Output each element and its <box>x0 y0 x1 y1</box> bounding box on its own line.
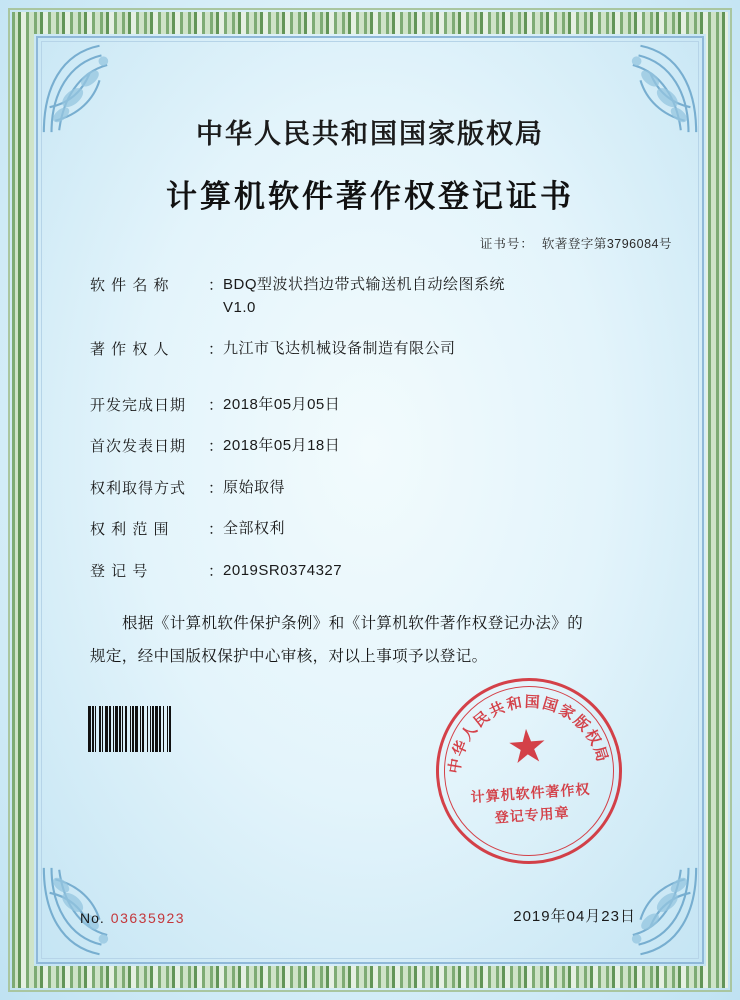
certificate-number-label: 证书号： <box>479 237 534 251</box>
field-value <box>223 274 674 319</box>
field-value: 原始取得 <box>223 478 286 496</box>
certificate-title: 计算机软件著作权登记证书 <box>166 179 574 215</box>
field-colon: ： <box>208 479 224 497</box>
field-colon: ： <box>208 521 224 538</box>
field-row <box>90 477 674 500</box>
field-colon: ： <box>208 438 224 455</box>
field-label: 首次发表日期 <box>90 438 187 455</box>
statement-line-1: 根据《计算机软件保护条例》和《计算机软件著作权登记办法》的 <box>122 615 584 632</box>
field-colon: ： <box>208 341 224 358</box>
field-value: 2018年05月05日 <box>223 395 341 413</box>
barcode <box>88 706 214 752</box>
issuer-title: 中华人民共和国国家版权局 <box>196 119 544 150</box>
field-value: 2019SR0374327 <box>223 561 343 579</box>
field-colon: ： <box>208 396 224 414</box>
seal-text-line1: 计算机软件著作权 <box>470 781 592 807</box>
field-row <box>90 435 674 458</box>
field-value-line2: V1.0 <box>223 298 256 316</box>
certificate-number-value: 软著登字第3796084号 <box>541 237 672 251</box>
field-list <box>56 274 684 582</box>
field-row <box>90 560 674 583</box>
official-seal <box>430 672 629 871</box>
serial-number <box>80 910 185 926</box>
field-label: 软 件 名 称 <box>90 277 170 294</box>
issue-date: 2019年04月23日 <box>513 908 636 925</box>
field-colon: ： <box>208 562 224 580</box>
seal-text-line2: 登记专用章 <box>494 805 571 827</box>
serial-number-label: No. <box>80 910 105 926</box>
field-row <box>90 394 674 417</box>
field-row <box>90 338 674 361</box>
field-label: 著 作 权 人 <box>90 341 170 358</box>
field-value-line1: BDQ型波状挡边带式输送机自动绘图系统 <box>223 276 506 293</box>
field-value: 九江市飞达机械设备制造有限公司 <box>223 340 456 357</box>
field-value: 全部权利 <box>223 520 286 537</box>
star-icon: ★ <box>504 718 550 774</box>
statement-paragraph <box>56 608 684 673</box>
field-row <box>90 518 674 541</box>
field-colon: ： <box>208 277 224 294</box>
barcode-bar <box>171 706 172 752</box>
field-label: 登 记 号 <box>90 562 149 580</box>
field-label: 权 利 范 围 <box>90 521 170 538</box>
serial-number-value: 03635923 <box>110 910 186 926</box>
field-value: 2018年05月18日 <box>223 437 341 454</box>
spacer <box>90 380 674 394</box>
field-label: 开发完成日期 <box>90 396 187 414</box>
field-row <box>90 274 674 319</box>
field-label: 权利取得方式 <box>90 479 187 497</box>
seal-arc-label: 中华人民共和国国家版权局 <box>445 692 613 775</box>
certificate-number <box>56 234 684 252</box>
statement-line-2: 规定，经中国版权保护中心审核，对以上事项予以登记。 <box>90 647 488 665</box>
